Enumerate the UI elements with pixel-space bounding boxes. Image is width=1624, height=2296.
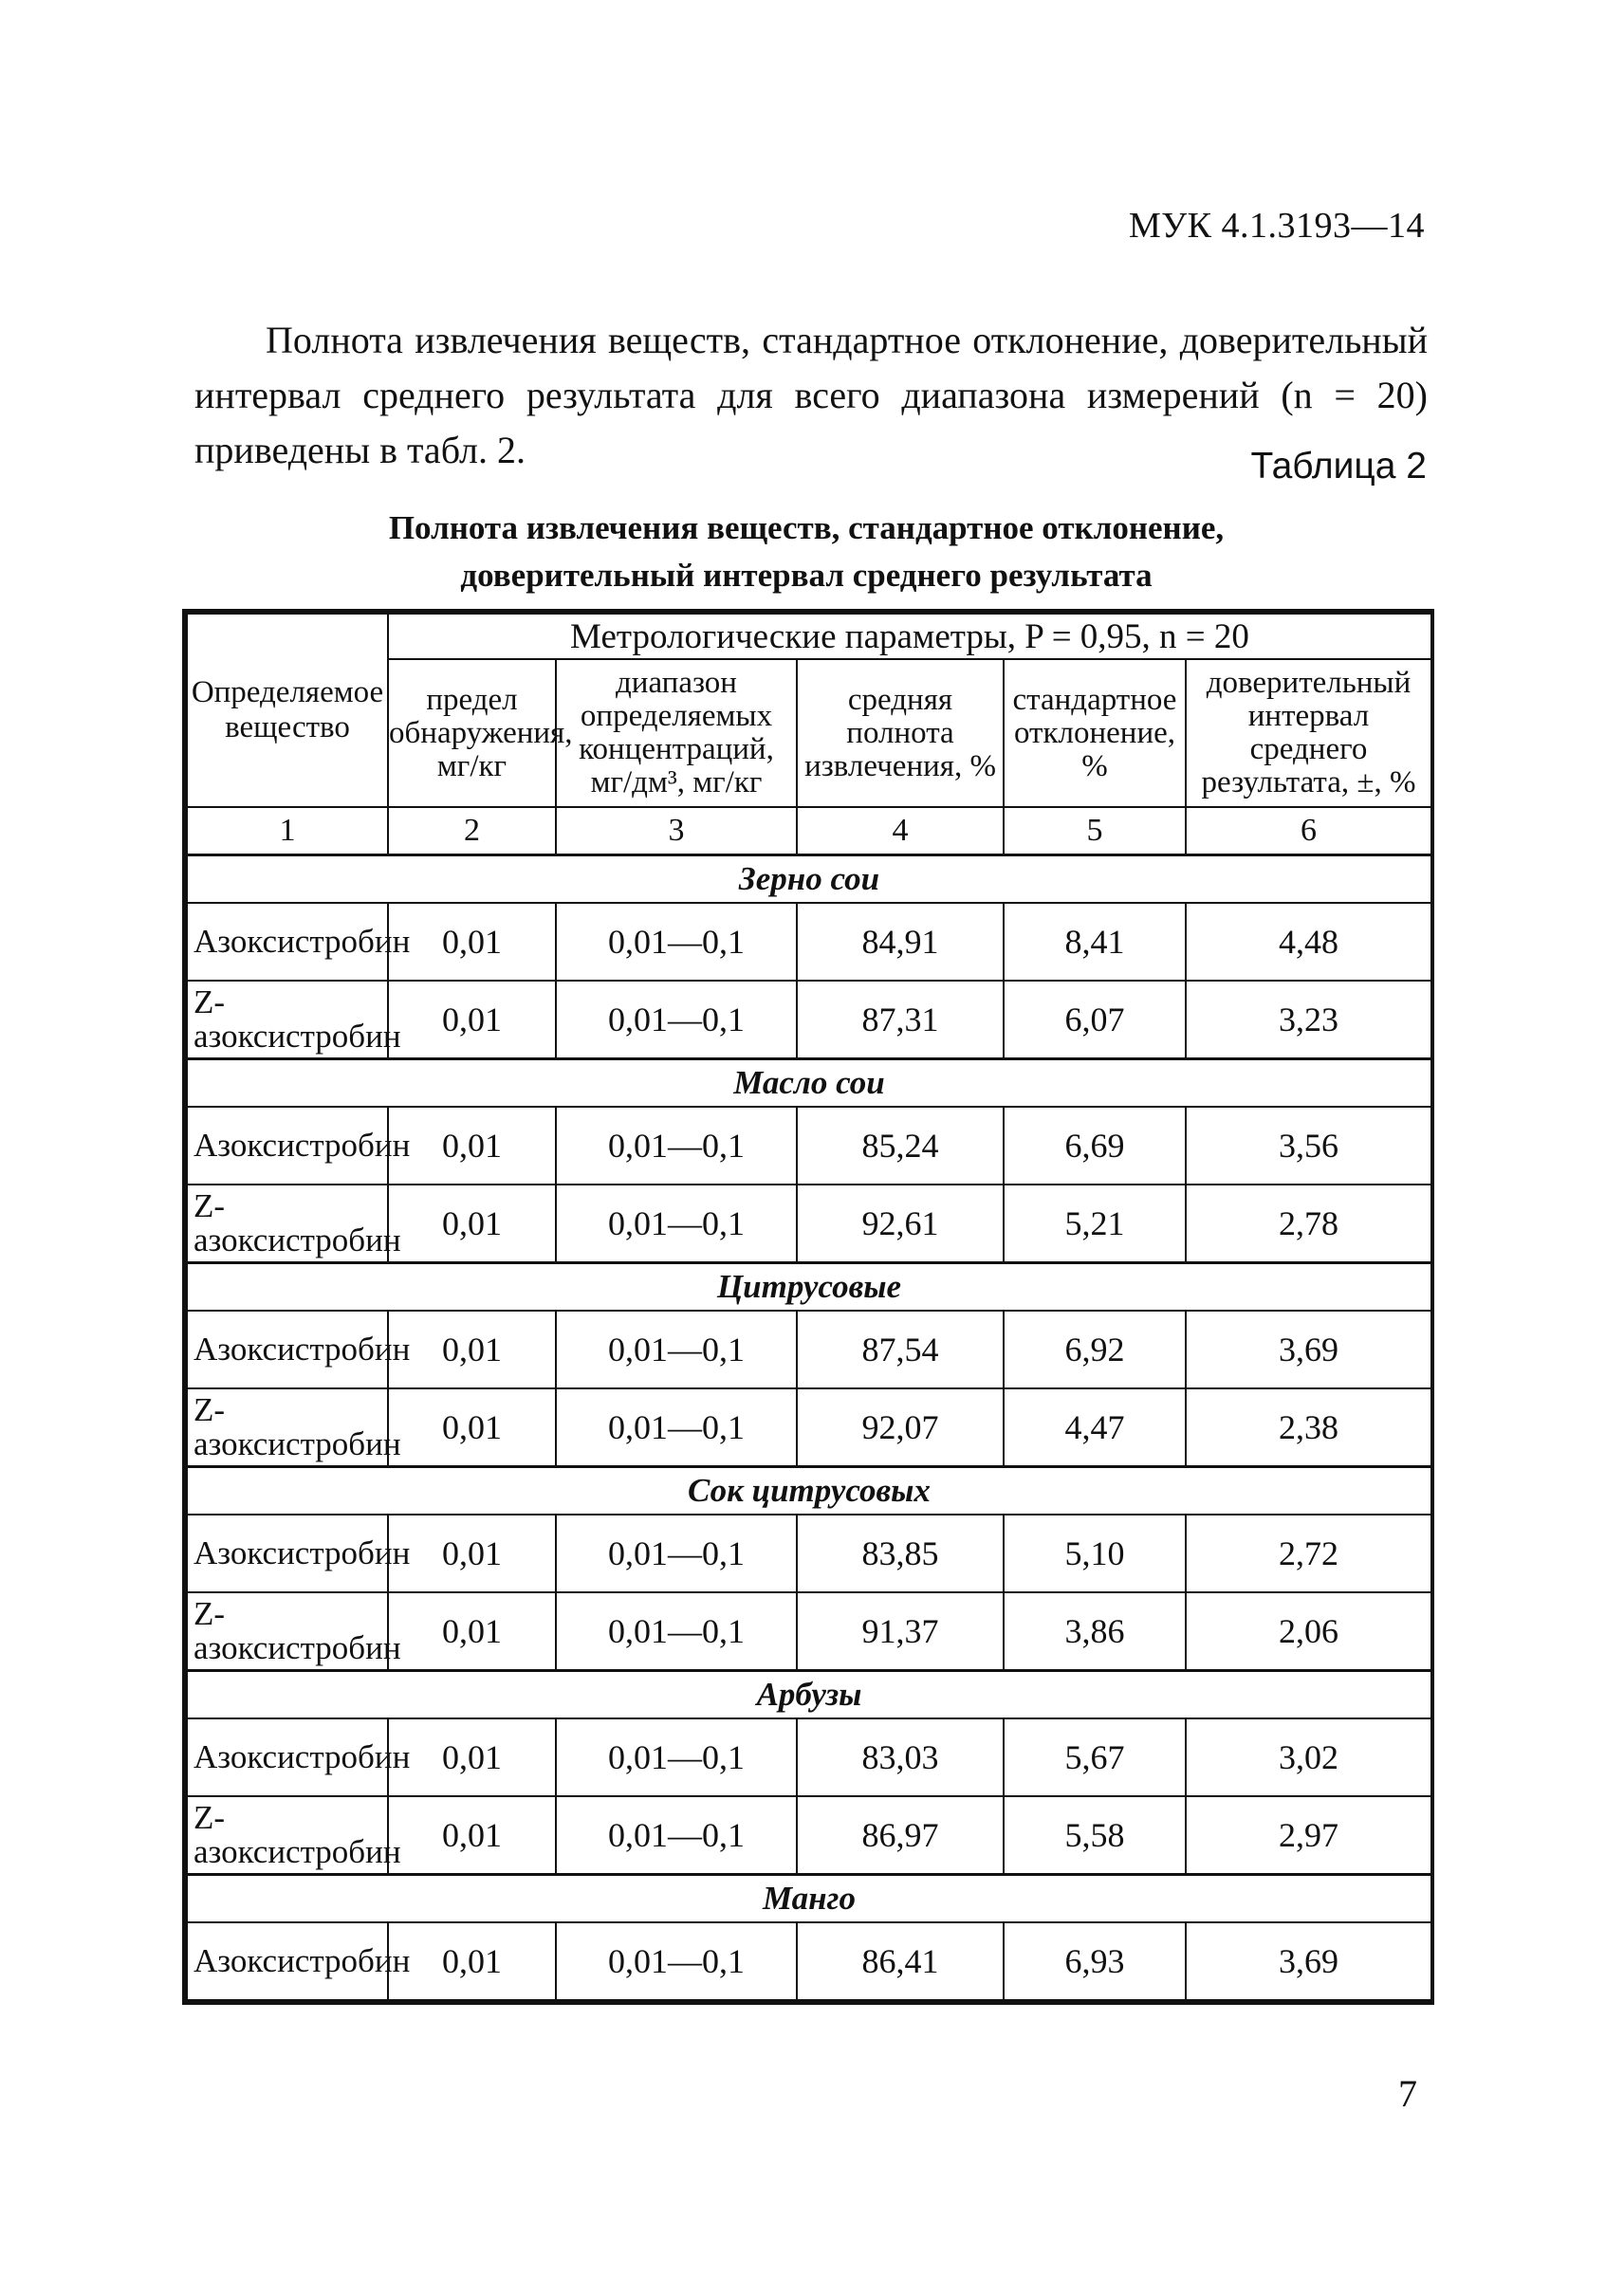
standard-deviation-value: 5,58 [1004, 1796, 1186, 1875]
standard-deviation-value: 6,92 [1004, 1311, 1186, 1388]
standard-deviation-header: стандартное отклонение, % [1004, 659, 1186, 807]
column-number: 4 [797, 807, 1004, 855]
mean-recovery-value: 87,31 [797, 981, 1004, 1059]
mean-recovery-value: 83,03 [797, 1718, 1004, 1796]
table-row [187, 981, 1431, 1059]
concentration-range-value: 0,01—0,1 [556, 1185, 797, 1263]
table-label: Таблица 2 [1250, 446, 1427, 487]
column-number: 6 [1186, 807, 1431, 855]
confidence-interval-value: 3,02 [1186, 1718, 1431, 1796]
section-header-row [187, 1467, 1431, 1515]
section-header-row [187, 855, 1431, 904]
concentration-range-value: 0,01—0,1 [556, 1515, 797, 1592]
concentration-range-value: 0,01—0,1 [556, 981, 797, 1059]
confidence-interval-value: 2,97 [1186, 1796, 1431, 1875]
table-row [187, 1388, 1431, 1467]
confidence-interval-value: 3,69 [1186, 1311, 1431, 1388]
mean-recovery-value: 92,07 [797, 1388, 1004, 1467]
section-title: Зерно сои [187, 855, 1431, 904]
confidence-interval-value: 2,78 [1186, 1185, 1431, 1263]
document-id: МУК 4.1.3193—14 [1128, 206, 1425, 246]
standard-deviation-value: 6,69 [1004, 1107, 1186, 1185]
standard-deviation-value: 5,21 [1004, 1185, 1186, 1263]
detection-limit-header: предел обнаружения, мг/кг [388, 659, 556, 807]
substance-name: Z-азоксистробин [187, 1592, 388, 1671]
section-title: Манго [187, 1875, 1431, 1923]
mean-recovery-value: 91,37 [797, 1592, 1004, 1671]
standard-deviation-value: 8,41 [1004, 903, 1186, 981]
substance-name: Азоксистробин [187, 1718, 388, 1796]
confidence-interval-header: доверительный интервал среднего результата, ±, % [1186, 659, 1431, 807]
detection-limit-value: 0,01 [388, 903, 556, 981]
concentration-range-value: 0,01—0,1 [556, 1922, 797, 2000]
substance-name: Азоксистробин [187, 903, 388, 981]
mean-recovery-value: 86,41 [797, 1922, 1004, 2000]
column-number: 5 [1004, 807, 1186, 855]
table-caption [180, 505, 1432, 599]
substance-column-header: Определяемое вещество [187, 614, 388, 807]
section-header-row [187, 1671, 1431, 1719]
section-title: Цитрусовые [187, 1263, 1431, 1312]
standard-deviation-value: 3,86 [1004, 1592, 1186, 1671]
table-caption-line-2: доверительный интервал среднего результата [460, 557, 1153, 594]
table-row [187, 1107, 1431, 1185]
table-head-row-1 [187, 614, 1431, 659]
concentration-range-value: 0,01—0,1 [556, 1592, 797, 1671]
substance-name: Z-азоксистробин [187, 1796, 388, 1875]
section-header-row [187, 1059, 1431, 1108]
standard-deviation-value: 5,10 [1004, 1515, 1186, 1592]
confidence-interval-value: 2,72 [1186, 1515, 1431, 1592]
mean-recovery-value: 85,24 [797, 1107, 1004, 1185]
detection-limit-value: 0,01 [388, 1718, 556, 1796]
column-number-row [187, 807, 1431, 855]
table-row [187, 903, 1431, 981]
page-number: 7 [1398, 2072, 1417, 2115]
concentration-range-value: 0,01—0,1 [556, 1311, 797, 1388]
column-number: 2 [388, 807, 556, 855]
substance-name: Азоксистробин [187, 1311, 388, 1388]
standard-deviation-value: 6,93 [1004, 1922, 1186, 2000]
detection-limit-value: 0,01 [388, 1592, 556, 1671]
detection-limit-value: 0,01 [388, 1311, 556, 1388]
table-body [187, 855, 1431, 2001]
detection-limit-value: 0,01 [388, 1515, 556, 1592]
concentration-range-header: диапазон определяемых концентраций, мг/дм³, мг/кг [556, 659, 797, 807]
substance-name: Азоксистробин [187, 1922, 388, 2000]
metrology-group-header: Метрологические параметры, P = 0,95, n = 20 [388, 614, 1431, 659]
substance-name: Азоксистробин [187, 1515, 388, 1592]
mean-recovery-header: средняя полнота извлечения, % [797, 659, 1004, 807]
mean-recovery-value: 86,97 [797, 1796, 1004, 1875]
concentration-range-value: 0,01—0,1 [556, 903, 797, 981]
substance-name: Z-азоксистробин [187, 981, 388, 1059]
detection-limit-value: 0,01 [388, 1107, 556, 1185]
confidence-interval-value: 3,23 [1186, 981, 1431, 1059]
concentration-range-value: 0,01—0,1 [556, 1107, 797, 1185]
substance-name: Z-азоксистробин [187, 1388, 388, 1467]
detection-limit-value: 0,01 [388, 1796, 556, 1875]
section-title: Масло сои [187, 1059, 1431, 1108]
section-title: Сок цитрусовых [187, 1467, 1431, 1515]
column-number: 1 [187, 807, 388, 855]
standard-deviation-value: 6,07 [1004, 981, 1186, 1059]
mean-recovery-value: 83,85 [797, 1515, 1004, 1592]
detection-limit-value: 0,01 [388, 1388, 556, 1467]
table-caption-line-1: Полнота извлечения веществ, стандартное отклонение, [388, 509, 1225, 546]
section-header-row [187, 1263, 1431, 1312]
concentration-range-value: 0,01—0,1 [556, 1718, 797, 1796]
section-title: Арбузы [187, 1671, 1431, 1719]
detection-limit-value: 0,01 [388, 1922, 556, 2000]
metrology-table-grid [186, 613, 1432, 2001]
mean-recovery-value: 92,61 [797, 1185, 1004, 1263]
table-row [187, 1718, 1431, 1796]
intro-text: Полнота извлечения веществ, стандартное отклонение, доверительный интервал среднего результата для всего диапазона измерений (n = 20) приведены в табл. 2. [194, 319, 1428, 471]
detection-limit-value: 0,01 [388, 981, 556, 1059]
standard-deviation-value: 5,67 [1004, 1718, 1186, 1796]
substance-name: Азоксистробин [187, 1107, 388, 1185]
table-row [187, 1515, 1431, 1592]
table-row [187, 1311, 1431, 1388]
table-row [187, 1922, 1431, 2000]
detection-limit-value: 0,01 [388, 1185, 556, 1263]
column-number: 3 [556, 807, 797, 855]
concentration-range-value: 0,01—0,1 [556, 1388, 797, 1467]
metrology-table [182, 609, 1434, 2005]
confidence-interval-value: 3,69 [1186, 1922, 1431, 2000]
concentration-range-value: 0,01—0,1 [556, 1796, 797, 1875]
confidence-interval-value: 3,56 [1186, 1107, 1431, 1185]
mean-recovery-value: 84,91 [797, 903, 1004, 981]
confidence-interval-value: 2,38 [1186, 1388, 1431, 1467]
standard-deviation-value: 4,47 [1004, 1388, 1186, 1467]
substance-name: Z-азоксистробин [187, 1185, 388, 1263]
table-row [187, 1592, 1431, 1671]
section-header-row [187, 1875, 1431, 1923]
confidence-interval-value: 2,06 [1186, 1592, 1431, 1671]
table-row [187, 1185, 1431, 1263]
confidence-interval-value: 4,48 [1186, 903, 1431, 981]
mean-recovery-value: 87,54 [797, 1311, 1004, 1388]
table-row [187, 1796, 1431, 1875]
intro-paragraph [194, 313, 1428, 478]
